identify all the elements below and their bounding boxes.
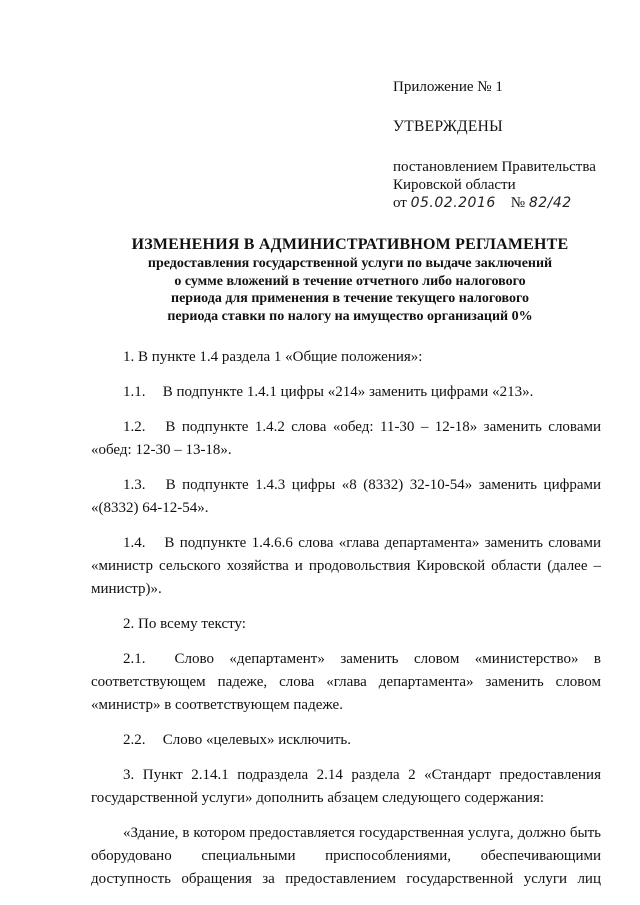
title-sub-line: периода ставки по налогу на имущество организаций 0% xyxy=(167,308,533,324)
title-main: ИЗМЕНЕНИЯ В АДМИНИСТРАТИВНОМ РЕГЛАМЕНТЕ xyxy=(131,236,569,253)
decree-date-number xyxy=(393,194,623,212)
paragraph: «Здание, в котором предоставляется государственная услуга, должно быть оборудовано специальными приспособлениями, обеспечивающими доступность обращения за предоставлением государственной услуги лиц xyxy=(91,825,601,887)
paragraph: 3. Пункт 2.14.1 подраздела 2.14 раздела 2 «Стандарт предоставления государственной услуги» дополнить абзацем следующего содержания: xyxy=(91,767,601,806)
title-sub-line: о сумме вложений в течение отчетного либо налогового xyxy=(174,273,526,289)
paragraph: 1.4. В подпункте 1.4.6.6 слова «глава департамента» заменить словами «министр сельского хозяйства и продовольствия Кировской области (далее – министр)». xyxy=(91,532,601,601)
handwritten-date: 05.02.2016 xyxy=(410,195,496,211)
approval-block xyxy=(393,78,623,212)
number-prefix: № xyxy=(510,195,526,211)
paragraph-number: 2.2. xyxy=(123,732,146,748)
paragraph-number: 2.1. xyxy=(123,651,146,667)
document-title xyxy=(90,235,610,325)
handwritten-number: 82/42 xyxy=(528,195,572,211)
paragraph-number: 1.2. xyxy=(123,419,146,435)
paragraph: 2.1. Слово «департамент» заменить словом «министерство» в соответствующем падеже, слова «глава департамента» заменить словом «министр» в соответствующем падеже. xyxy=(91,648,601,717)
date-prefix: от xyxy=(393,195,407,211)
paragraph: 1. В пункте 1.4 раздела 1 «Общие положения»: xyxy=(123,349,423,365)
title-sub-line: периода для применения в течение текущего налогового xyxy=(171,291,529,306)
paragraph-number: 1.1. xyxy=(123,384,146,400)
paragraph: 1.1. В подпункте 1.4.1 цифры «214» заменить цифрами «213». xyxy=(91,381,601,404)
decree-line-1: постановлением Правительства xyxy=(393,159,596,175)
paragraph-number: 1.4. xyxy=(123,535,146,551)
paragraph-number: 1.3. xyxy=(123,477,146,493)
paragraph: 1.2. В подпункте 1.4.2 слова «обед: 11-30 – 12-18» заменить словами «обед: 12-30 – 13-18». xyxy=(91,416,601,462)
approved-label: УТВЕРЖДЕНЫ xyxy=(393,118,503,135)
decree-line-2: Кировской области xyxy=(393,177,516,193)
paragraph: 2.2. Слово «целевых» исключить. xyxy=(91,729,601,752)
title-sub-line: предоставления государственной услуги по выдаче заключений xyxy=(147,256,553,271)
paragraph: 2. По всему тексту: xyxy=(123,616,246,632)
document-body xyxy=(91,346,601,903)
appendix-label: Приложение № 1 xyxy=(393,79,503,95)
paragraph: 1.3. В подпункте 1.4.3 цифры «8 (8332) 32-10-54» заменить цифрами «(8332) 64-12-54». xyxy=(91,474,601,520)
